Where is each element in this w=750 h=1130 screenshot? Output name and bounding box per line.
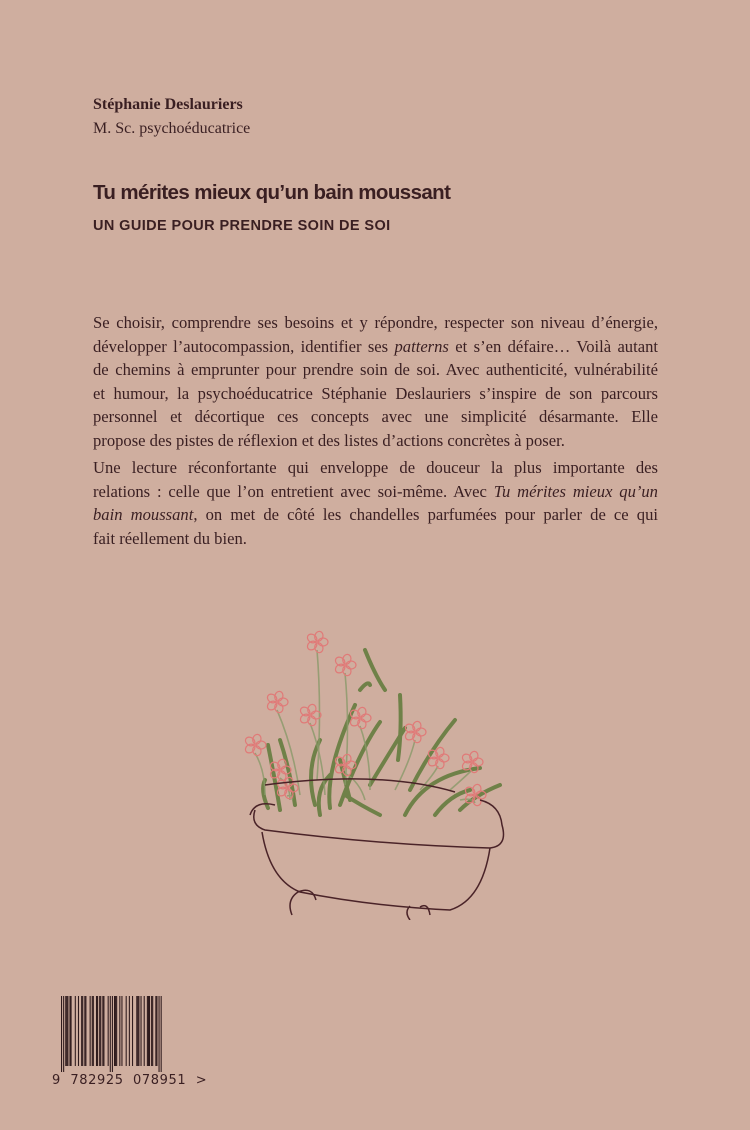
barcode-bar xyxy=(110,996,111,1072)
barcode-bar xyxy=(99,996,100,1066)
italic-text: patterns xyxy=(394,336,449,356)
text: Se choisir, comprendre ses besoins et y répondre, respecter son niveau d’énergie, xyxy=(93,313,658,332)
barcode-bar xyxy=(159,996,160,1072)
text: développer l’autocompassion, identifier ses xyxy=(93,336,395,356)
barcode-bar xyxy=(147,996,148,1066)
blurb-line xyxy=(93,480,658,504)
blurb-line xyxy=(93,358,658,382)
blurb-line xyxy=(93,429,658,453)
book-title: Tu mérites mieux qu’un bain moussant xyxy=(93,181,451,204)
barcode-bar xyxy=(71,996,72,1066)
leaf xyxy=(398,695,401,760)
text: de chemins à emprunter pour prendre soin de soi. Avec authenticité, vulnérabilité xyxy=(93,360,658,379)
barcode-bar xyxy=(121,996,122,1066)
italic-text: bain moussant xyxy=(93,505,194,524)
barcode-bar xyxy=(78,996,79,1066)
text: relations : celle que l’on entretient avec soi-même. Avec xyxy=(93,481,494,501)
author-credential: M. Sc. psychoéducatrice xyxy=(93,120,251,137)
barcode-bar xyxy=(61,996,62,1072)
barcode-bar xyxy=(92,996,93,1066)
barcode-bar xyxy=(115,996,116,1066)
barcode xyxy=(56,996,166,1074)
barcode-bar xyxy=(144,996,145,1066)
blurb-line xyxy=(93,405,658,429)
barcode-bar xyxy=(151,996,152,1066)
blurb-line xyxy=(93,311,658,335)
barcode-bar xyxy=(141,996,142,1066)
barcode-bar xyxy=(136,996,137,1066)
barcode-bar xyxy=(149,996,150,1066)
bathtub-flowers-illustration xyxy=(220,610,530,920)
barcode-bar xyxy=(82,996,83,1066)
leaf xyxy=(435,790,470,815)
barcode-bar xyxy=(103,996,104,1066)
barcode-bar xyxy=(156,996,157,1066)
text: propose des pistes de réflexion et des listes d’actions concrètes à poser. xyxy=(93,430,565,450)
text: , on met de côté les chandelles parfumées pour parler de ce qui xyxy=(193,505,658,524)
barcode-bar xyxy=(114,996,115,1066)
barcode-bar xyxy=(137,996,138,1066)
barcode-bar xyxy=(155,996,156,1066)
text: et humour, la psychoéducatrice Stéphanie Deslauriers s’inspire de son parcours xyxy=(93,383,658,403)
barcode-bar xyxy=(112,996,113,1072)
barcode-bar xyxy=(93,996,94,1066)
blurb-line xyxy=(93,527,658,551)
barcode-bar xyxy=(65,996,66,1066)
barcode-bar xyxy=(67,996,68,1066)
blurb-line xyxy=(93,503,658,527)
blurb-line xyxy=(93,382,658,406)
leaf xyxy=(345,795,380,815)
text: Une lecture réconfortante qui enveloppe de douceur la plus importante des xyxy=(93,458,658,477)
barcode-bar xyxy=(102,996,103,1066)
blurb-paragraph-1 xyxy=(93,311,658,452)
barcode-bar xyxy=(138,996,139,1066)
barcode-bar xyxy=(85,996,86,1066)
barcode-bar xyxy=(108,996,109,1066)
barcode-bar xyxy=(100,996,101,1066)
barcode-bar xyxy=(69,996,70,1066)
barcode-bar xyxy=(152,996,153,1066)
blurb-line xyxy=(93,335,658,359)
barcode-bar xyxy=(129,996,130,1066)
book-subtitle: UN GUIDE POUR PRENDRE SOIN DE SOI xyxy=(93,218,391,234)
barcode-bar xyxy=(84,996,85,1066)
barcode-bar xyxy=(63,996,64,1072)
barcode-bar xyxy=(132,996,133,1066)
barcode-bar xyxy=(66,996,67,1066)
barcode-bar xyxy=(81,996,82,1066)
text: et s’en défaire… Voilà autant xyxy=(448,336,658,356)
barcode-bar xyxy=(97,996,98,1066)
leaf xyxy=(360,683,370,690)
author-name: Stéphanie Deslauriers xyxy=(93,96,243,113)
blurb-paragraph-2 xyxy=(93,456,658,550)
blurb-line xyxy=(93,456,658,480)
barcode-bar xyxy=(116,996,117,1066)
italic-text: Tu mérites mieux qu’un xyxy=(493,481,658,501)
text: fait réellement du bien. xyxy=(93,528,247,548)
barcode-bar xyxy=(126,996,127,1066)
barcode-bar xyxy=(119,996,120,1066)
isbn-number: 9 782925 078951 > xyxy=(52,1073,208,1088)
barcode-bar xyxy=(96,996,97,1066)
barcode-bar xyxy=(148,996,149,1066)
barcode-bar xyxy=(90,996,91,1066)
barcode-bar xyxy=(75,996,76,1066)
stem xyxy=(317,650,320,780)
barcode-bar xyxy=(161,996,162,1072)
text: personnel et décortique ces concepts avec une simplicité désarmante. Elle xyxy=(93,407,658,426)
